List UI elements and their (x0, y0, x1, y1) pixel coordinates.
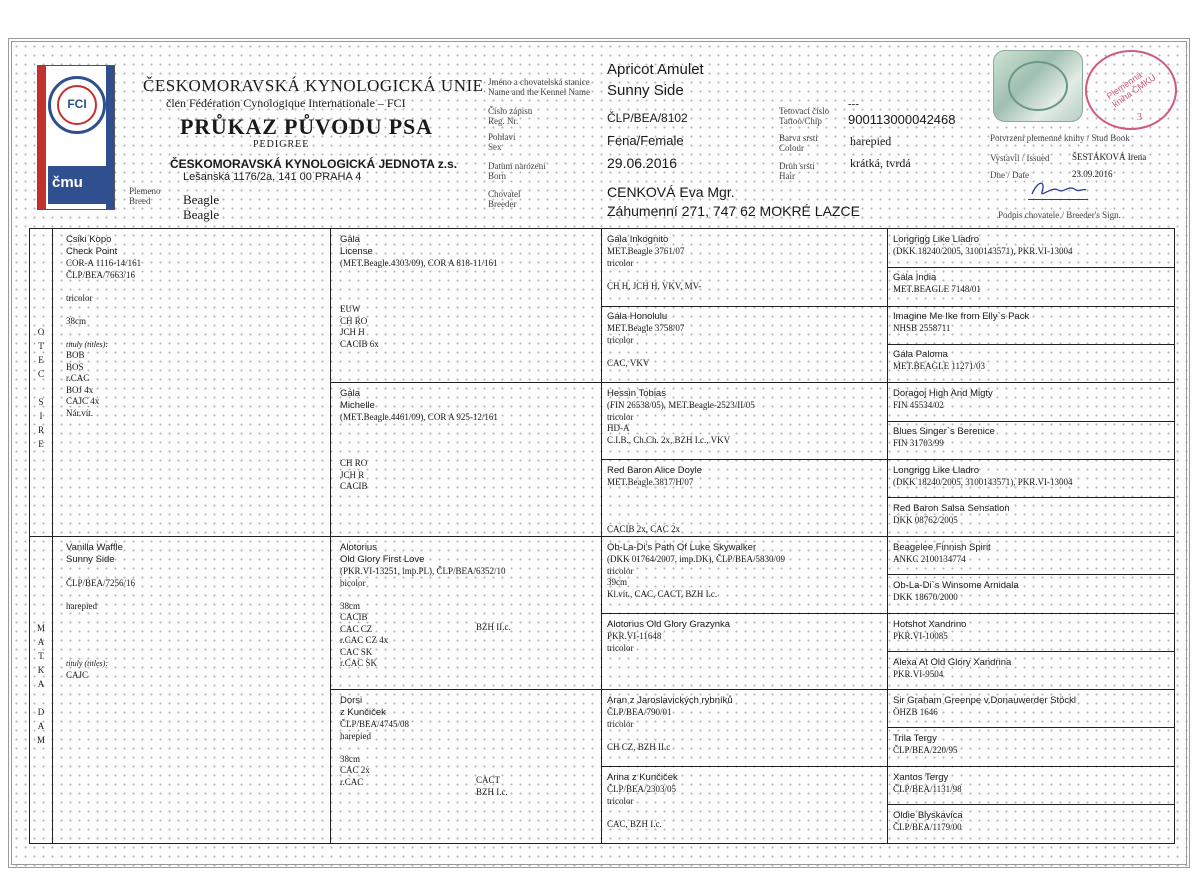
divider (887, 727, 1174, 728)
fci-cmku-logo (37, 65, 115, 210)
ancestor-line: 39cm (607, 577, 627, 587)
dam-side-label: M A T K A D A M (36, 623, 45, 745)
studbook-stamp (1085, 50, 1177, 130)
gen4-cell (893, 311, 1171, 335)
ancestor-title: r.CAC SK (340, 658, 378, 668)
ancestor-name: Aran z Jaroslavických rybníků (607, 695, 733, 706)
club-name: ČESKOMORAVSKÁ KYNOLOGICKÁ JEDNOTA z.s. (170, 157, 458, 171)
ancestor-title: CACIB (340, 481, 368, 491)
ancestor-line (340, 447, 595, 459)
breeder-signature (1028, 178, 1088, 200)
sex-label: Pohlaví Sex (488, 132, 516, 152)
ancestor-line: HD-A (607, 423, 630, 433)
ancestor-line: tricolor (607, 565, 634, 576)
ancestor-name-1: Alotorius (340, 542, 377, 553)
ancestor-line: CH CZ, BZH II.c (607, 741, 671, 752)
breeder-name: CENKOVÁ Eva Mgr. (607, 184, 735, 200)
ancestor-line: Kl.vít., CAC, CACT, BZH I.c. (607, 588, 718, 599)
ancestor-name: Red Baron Salsa Sensation (893, 503, 1010, 514)
club-address: Lešanská 1176/2a, 141 00 PRAHA 4 (183, 171, 362, 183)
ancestor-name: Trila Tergy (893, 733, 937, 744)
stamp-text: Plemenná kniha ČMKU (1104, 69, 1158, 110)
ancestor-name-1: Dorsi (340, 695, 363, 706)
sire-titles-label: tituly (titles): (66, 339, 108, 349)
ancestor-name: Hessin Tobias (607, 388, 666, 399)
gen4-cell (893, 695, 1171, 719)
sire-title: r.CAC (66, 373, 90, 383)
ancestor-line: ÖHZB 1646 (893, 707, 938, 717)
ancestor-title: CH RO (340, 315, 368, 326)
ancestor-line: (PKR.VI-13251, imp.PL), ČLP/BEA/6352/10 (340, 566, 506, 576)
ancestor-title: CAC SK (340, 646, 373, 657)
ancestor-name: Blues Singer`s Berenice (893, 426, 995, 437)
gen4-cell (893, 234, 1171, 258)
ancestor-title: r.CAC CZ 4x (340, 635, 389, 645)
gen3-cell (607, 619, 882, 654)
ancestor-line: CH H, JCH H, VKV, MV- (607, 280, 702, 291)
breeder-address: Záhumenní 271, 747 62 MOKRÉ LAZCE (607, 203, 860, 219)
ancestor-line: tricolor (607, 257, 634, 268)
ancestor-line: PKR.VI-11648 (607, 631, 662, 641)
gen4-cell (893, 503, 1171, 527)
sire-cell (66, 234, 324, 419)
ancestor-name: Gála Paloma (893, 349, 948, 360)
ancestor-line (607, 346, 882, 358)
divider (887, 574, 1174, 575)
ancestor-line: tricolor (607, 642, 634, 653)
breeder-label: Chovatel Breeder (488, 189, 521, 209)
tattoo-label: Tetovací číslo Tattoo/Chip (779, 106, 830, 126)
document-subtitle: PEDIGREE (253, 139, 310, 150)
dam-cell (66, 542, 324, 681)
ancestor-name: Arina z Kunčiček (607, 772, 678, 783)
studbook-label: Potvrzení plemenné knihy / Stud Book (990, 133, 1130, 143)
ancestor-line: (DKK 18240/2005, 3100143571), PKR.VI-13004 (893, 477, 1073, 487)
gen4-cell (893, 733, 1171, 757)
sire-line: tricolor (66, 292, 93, 303)
sire-line (66, 304, 324, 316)
gen3-cell (607, 465, 882, 535)
ancestor-line: CACIB 2x, CAC 2x (607, 523, 681, 534)
gen4-cell (893, 426, 1171, 450)
pedigree-table (29, 228, 1175, 844)
gen3-cell (607, 311, 882, 369)
ancestor-name-2: z Kunčiček (340, 707, 386, 718)
signature-scribble (1028, 178, 1088, 200)
sire-title: CAJC 4x (66, 396, 100, 406)
hologram-ring (1008, 61, 1068, 111)
ancestor-line: MET.Beagle 3761/07 (607, 246, 685, 256)
ancestor-name-2: License (340, 246, 373, 257)
ancestor-name-1: Gála (340, 388, 361, 399)
union-title: ČESKOMORAVSKÁ KYNOLOGICKÁ UNIE (143, 76, 484, 95)
ancestor-name: Oldie Blyskavica (893, 810, 963, 821)
ancestor-title: r.CAC (340, 776, 364, 787)
sire-line: ČLP/BEA/7663/16 (66, 269, 136, 280)
ancestor-line: CAC, BZH I.c. (607, 818, 662, 829)
dam-titles-label: tituly (titles): (66, 659, 108, 668)
sire-title: Nár.vít. (66, 407, 93, 418)
gen4-cell (893, 388, 1171, 412)
divider (601, 306, 1174, 307)
ancestor-title: JCH R (340, 469, 365, 480)
ancestor-title: BZH I.c. (476, 786, 508, 797)
ancestor-line: (DKK 18240/2005, 3100143571), PKR.VI-13004 (893, 246, 1073, 256)
issued-by: ŠESTÁKOVÁ Irena (1072, 152, 1147, 162)
dam-name-1: Vanilla Waffle (66, 542, 123, 553)
breed-value-1: Beagle (183, 192, 220, 207)
divider (330, 382, 1174, 383)
dam-dam-extra (476, 775, 586, 798)
ancestor-title: JCH H (340, 327, 365, 337)
ancestor-name: Gála India (893, 272, 937, 283)
reg-number: ČLP/BEA/8102 (607, 111, 688, 125)
logo-blue-stripe (106, 66, 114, 209)
gen3-cell (607, 772, 882, 830)
ancestor-title: EUW (340, 304, 361, 314)
sire-title: BOJ 4x (66, 384, 94, 395)
ancestor-line: ČLP/BEA/220/95 (893, 745, 958, 755)
hologram-stamp (993, 50, 1083, 122)
ancestor-line: MET.BEAGLE 11271/03 (893, 361, 985, 371)
sire-name-1: Csiki Kopo (66, 234, 112, 245)
stamp-number: 3 (1137, 112, 1142, 123)
dam-line: ČLP/BEA/7256/16 (66, 577, 136, 588)
ancestor-name: Hotshot Xandrino (893, 619, 967, 630)
ancestor-line: (MET.Beagle.4303/09), COR A 818-11/161 (340, 258, 498, 268)
ancestor-line: (DKK 01764/2007, imp.DK), ČLP/BEA/5830/09 (607, 554, 786, 564)
ancestor-name: Imagine Me Ike from Elly`s Pack (893, 311, 1030, 322)
sex-value: Fena/Female (607, 133, 684, 148)
dam-line (66, 635, 324, 647)
ancestor-title: CAC CZ (340, 623, 373, 634)
ancestor-name: Sir Graham Greenpe v.Donauwerder Stöckl (893, 695, 1077, 706)
ancestor-line: tricolor (607, 334, 634, 345)
ancestor-line (340, 270, 595, 282)
fci-logo-text: FCI (67, 97, 87, 111)
ancestor-line (340, 742, 595, 754)
ancestor-title: CAC 2x (340, 765, 370, 775)
ancestor-line: ČLP/BEA/1131/98 (893, 784, 962, 794)
sire-side-label: O T E C S I R E (37, 327, 45, 449)
dam-title: CAJC (66, 669, 89, 680)
gen4-cell (893, 349, 1171, 373)
ancestor-name: Longrigg Like Lladro (893, 465, 980, 476)
ancestor-name: Doragoj High And Migty (893, 388, 993, 399)
ancestor-name: Ob-La-Di`s Winsome Arnidala (893, 580, 1019, 591)
divider (887, 651, 1174, 652)
ancestor-title: CACT (476, 775, 501, 785)
ancestor-line (607, 807, 882, 819)
cmku-emblem (48, 166, 106, 204)
dam-line: harepied (66, 600, 97, 611)
gen4-cell (893, 272, 1171, 296)
ancestor-line: CAC, VKV (607, 357, 650, 368)
dog-name-line1: Apricot Amulet (607, 61, 704, 78)
logo-red-stripe (38, 66, 46, 209)
ancestor-line: (MET.Beagle.4461/09), COR A 925-12/161 (340, 412, 498, 422)
gen4-cell (893, 810, 1171, 834)
hair-value: krátká, tvrdá (850, 156, 911, 170)
ancestor-name: Longrigg Like Lladro (893, 234, 980, 245)
gen4-cell (893, 580, 1171, 604)
ancestor-line (607, 730, 882, 742)
ancestor-line: ANKC 2100134774 (893, 554, 966, 564)
cmku-logo-text: čmu (52, 174, 83, 191)
ancestor-line: ČLP/BEA/2303/05 (607, 784, 677, 794)
chip-number: 900113000042468 (848, 112, 956, 127)
divider (601, 766, 1174, 767)
gen3-cell (607, 388, 882, 446)
ancestor-line: 38cm (340, 600, 360, 611)
fci-member-line: člen Fédération Cynologique Internationale – FCI (166, 96, 406, 110)
issued-label: Vystavil / Issued (990, 153, 1050, 163)
dog-name-line2: Sunny Side (607, 82, 684, 99)
dam-line (66, 647, 324, 659)
birth-date: 29.06.2016 (607, 155, 678, 171)
sire-line (66, 281, 324, 293)
colour-label: Barva srsti Colour (779, 133, 818, 153)
divider (887, 267, 1174, 268)
ancestor-line: MET.Beagle 3758/07 (607, 323, 685, 333)
dam-line (66, 612, 324, 624)
breed-label: Plemeno Breed (129, 186, 161, 206)
ancestor-title: CH RO (340, 458, 368, 468)
ancestor-line (340, 424, 595, 436)
ancestor-name-2: Old Glory First Love (340, 554, 425, 565)
ancestor-name: Ob-La-Di's Path Of Luke Skywalker (607, 542, 757, 553)
ancestor-title: BZH II.c. (476, 622, 511, 632)
ancestor-line (607, 500, 882, 512)
dam-sire-cell (340, 542, 595, 670)
fci-emblem (48, 76, 106, 134)
sire-dam-cell (340, 388, 595, 493)
ancestor-line (607, 489, 882, 501)
ancestor-line: DKK 18670/2000 (893, 592, 958, 602)
ancestor-line: MET.BEAGLE 7148/01 (893, 284, 981, 294)
ancestor-name: Gála Inkognito (607, 234, 669, 245)
ancestor-line: NHSB 2558711 (893, 323, 951, 333)
ancestor-line: (FIN 26538/05), MET.Beagle-2523/II/05 (607, 400, 755, 410)
ancestor-line: ČLP/BEA/790/01 (607, 707, 672, 717)
gen3-cell (607, 234, 882, 292)
ancestor-line: ČLP/BEA/1179/00 (893, 822, 962, 832)
sire-title: BOS (66, 361, 84, 372)
divider (887, 421, 1174, 422)
dam-sire-extra (476, 622, 586, 634)
gen4-cell (893, 657, 1171, 681)
ancestor-name: Xantos Tergy (893, 772, 949, 783)
ancestor-name-1: Gála (340, 234, 361, 245)
gen3-cell (607, 695, 882, 753)
divider (30, 536, 1174, 537)
breed-value-2: Beagle (183, 207, 220, 222)
ancestor-name: Beagelee Finnish Spirit (893, 542, 991, 553)
ancestor-line (340, 293, 595, 305)
name-label: Jméno a chovatelská stanice Name and the Kennel Name (488, 77, 590, 97)
sire-line (66, 327, 324, 339)
sire-name-2: Check Point (66, 246, 118, 257)
ancestor-line (607, 269, 882, 281)
ancestor-line: 38cm (340, 753, 360, 764)
breeder-sign-label: Podpis chovatele / Breeder's Sign. (998, 210, 1121, 220)
ancestor-line: MET.Beagle.3817/H/07 (607, 477, 694, 487)
ancestor-line: tricolor (607, 718, 634, 729)
ancestor-line: C.I.B., Ch.Ch. 2x, BZH I.c., VKV (607, 434, 731, 445)
ancestor-name: Red Baron Alice Doyle (607, 465, 703, 476)
dam-line (66, 624, 324, 636)
ancestor-name: Gála Honolulu (607, 311, 668, 322)
ancestor-line: tricolor (607, 411, 634, 422)
reg-label: Číslo zápisu Reg. Nr. (488, 106, 533, 126)
gen4-cell (893, 542, 1171, 566)
issue-date: 23.09.2016 (1072, 169, 1113, 179)
hair-label: Druh srsti Hair (779, 161, 815, 181)
ancestor-line: FIN 31703/99 (893, 438, 944, 448)
gen3-cell (607, 542, 882, 600)
gen4-cell (893, 465, 1171, 489)
sire-sire-cell (340, 234, 595, 350)
ancestor-title: CACIB (340, 612, 368, 622)
divider (887, 344, 1174, 345)
divider (330, 689, 1174, 690)
ancestor-name-2: Michelle (340, 400, 375, 411)
gen4-cell (893, 772, 1171, 796)
ancestor-name: Alotorius Old Glory Grazynka (607, 619, 731, 630)
divider (601, 613, 1174, 614)
ancestor-line: bicolor (340, 577, 366, 588)
dam-name-2: Sunny Side (66, 554, 115, 565)
tattoo-value: --- (848, 98, 859, 110)
born-label: Datum narození Born (488, 161, 546, 181)
divider (601, 459, 1174, 460)
ancestor-line: PKR.VI-9504 (893, 669, 944, 679)
date-label: Dne / Date (990, 170, 1029, 180)
sire-line: 38cm (66, 315, 86, 326)
ancestor-line (340, 281, 595, 293)
ancestor-line: tricolor (607, 795, 634, 806)
ancestor-line (340, 589, 595, 601)
ancestor-line: DKK 08762/2005 (893, 515, 958, 525)
colour-value: harepied (850, 134, 892, 148)
ancestor-line: FIN 45534/02 (893, 400, 944, 410)
ancestor-line (340, 435, 595, 447)
sire-title: BOB (66, 350, 85, 360)
divider (887, 497, 1174, 498)
sire-line: COR-A 1116-14/161 (66, 258, 142, 268)
divider (887, 804, 1174, 805)
ancestor-name: Alexa At Old Glory Xandrina (893, 657, 1012, 668)
ancestor-line: harepied (340, 730, 371, 741)
ancestor-line: ČLP/BEA/4745/08 (340, 719, 410, 729)
gen4-cell (893, 619, 1171, 643)
document-title: PRŮKAZ PŮVODU PSA (180, 114, 433, 139)
ancestor-title: CACIB 6x (340, 338, 379, 349)
dam-line (66, 589, 324, 601)
dam-line (66, 566, 324, 578)
ancestor-line: PKR.VI-10085 (893, 631, 948, 641)
